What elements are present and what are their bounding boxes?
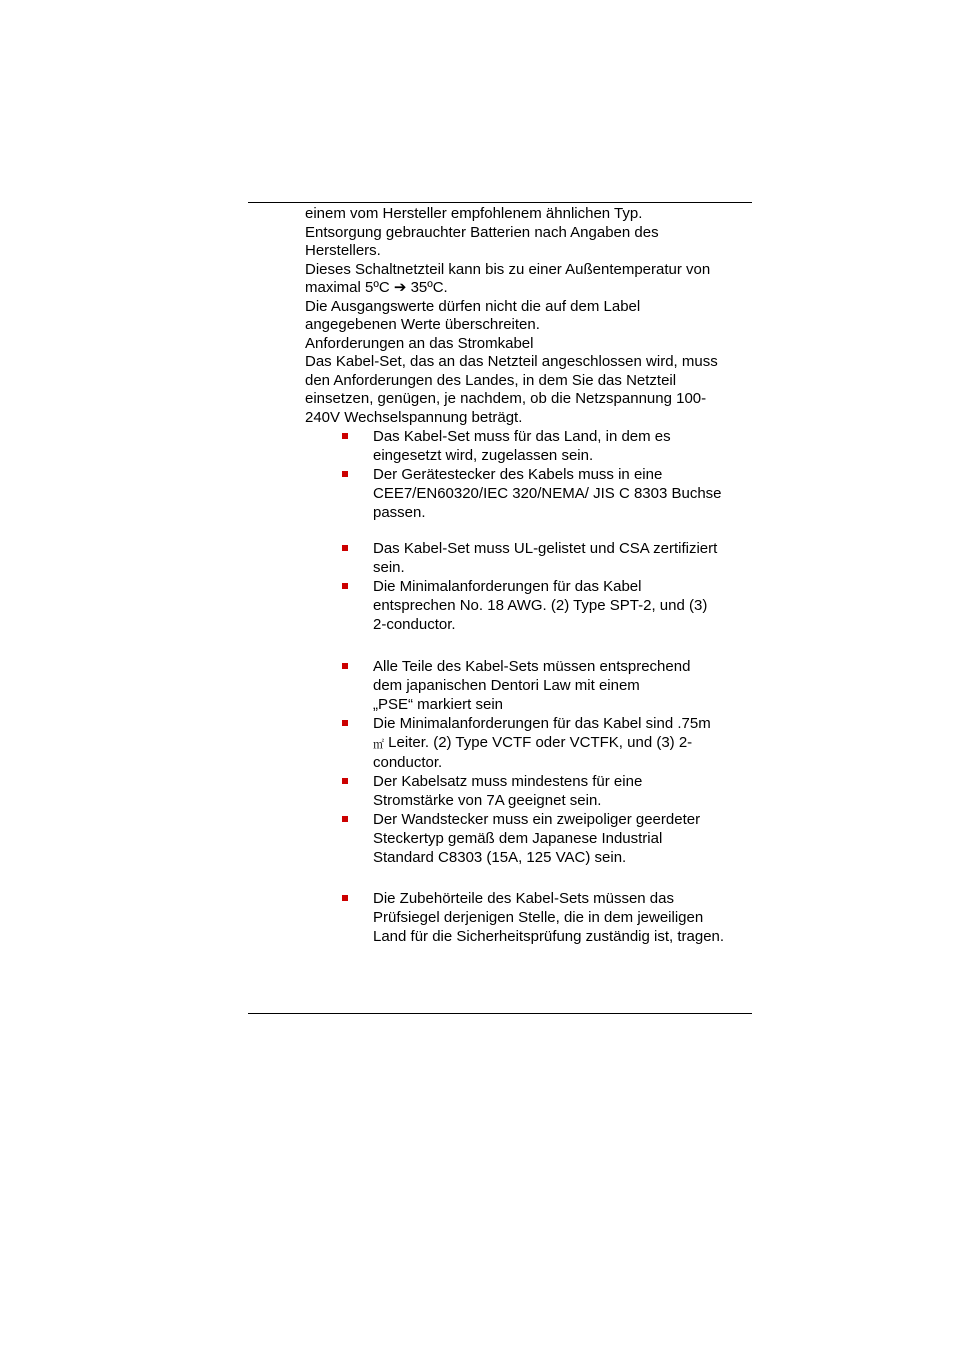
list-item-line	[373, 733, 760, 753]
square-bullet-icon	[342, 471, 348, 477]
list-item-line: Der Kabelsatz muss mindestens für eine	[373, 773, 643, 790]
paragraph-line: angegebenen Werte überschreiten.	[305, 316, 540, 333]
list-item-line: Standard C8303 (15A, 125 VAC) sein.	[373, 849, 627, 866]
paragraph-line: Die Ausgangswerte dürfen nicht die auf dem Label	[305, 297, 641, 315]
square-bullet-icon	[342, 816, 348, 822]
square-bullet-icon	[342, 778, 348, 784]
paragraph-line: Das Kabel-Set, das an das Netzteil angeschlossen wird, muss	[305, 353, 718, 370]
square-bullet-icon	[342, 895, 348, 901]
paragraph-line: Dieses Schaltnetzteil kann bis zu einer Außentemperatur von	[305, 260, 711, 278]
paragraph-line: einsetzen, genügen, je nachdem, ob die Netzspannung 100-	[305, 390, 707, 407]
list-item	[340, 772, 760, 810]
list-item-line: „PSE“ markiert sein	[373, 696, 504, 713]
square-bullet-icon	[342, 433, 348, 439]
list-item-line: sein.	[373, 559, 405, 576]
list-item-line: Prüfsiegel derjenigen Stelle, die in dem jeweiligen	[373, 909, 704, 926]
list-item	[340, 810, 760, 867]
square-meter-symbol: ㎡	[373, 738, 384, 751]
list-item	[340, 427, 760, 465]
square-bullet-icon	[342, 545, 348, 551]
paragraph-line: Entsorgung gebrauchter Batterien nach Angaben des	[305, 223, 659, 241]
paragraph-line: Herstellers.	[305, 242, 381, 259]
list-spacer	[340, 522, 760, 539]
list-item-line: passen.	[373, 504, 426, 521]
paragraph-line: einem vom Hersteller empfohlenem ähnlichen Typ.	[305, 205, 643, 222]
list-item-line: dem japanischen Dentori Law mit einem	[373, 677, 640, 694]
body-paragraphs	[305, 205, 755, 427]
list-item-line: Steckertyp gemäß dem Japanese Industrial	[373, 830, 663, 847]
list-item-line-text: Leiter. (2) Type VCTF oder VCTFK, und (3) 2-	[388, 734, 693, 751]
section-heading: Anforderungen an das Stromkabel	[305, 334, 534, 352]
list-item	[340, 465, 760, 522]
square-bullet-icon	[342, 663, 348, 669]
list-spacer	[340, 634, 760, 657]
list-item-line: Alle Teile des Kabel-Sets müssen entsprechend	[373, 658, 691, 675]
list-item-line: Der Gerätestecker des Kabels muss in eine	[373, 466, 663, 483]
paragraph-line: den Anforderungen des Landes, in dem Sie das Netzteil	[305, 371, 677, 389]
list-item	[340, 539, 760, 577]
top-rule	[248, 202, 752, 203]
list-item	[340, 577, 760, 634]
list-spacer	[340, 867, 760, 889]
list-item-line: Land für die Sicherheitsprüfung zuständig ist, tragen.	[373, 928, 725, 945]
list-item-line: Stromstärke von 7A geeignet sein.	[373, 792, 602, 809]
list-item-line: entsprechen No. 18 AWG. (2) Type SPT-2, und (3)	[373, 597, 708, 614]
list-item	[340, 889, 760, 946]
list-item-line: Die Minimalanforderungen für das Kabel	[373, 578, 642, 595]
list-item-line: Der Wandstecker muss ein zweipoliger geerdeter	[373, 811, 701, 828]
list-item-line: Das Kabel-Set muss UL-gelistet und CSA zertifiziert	[373, 540, 718, 557]
square-bullet-icon	[342, 720, 348, 726]
list-item	[340, 714, 760, 772]
list-item-line: CEE7/EN60320/IEC 320/NEMA/ JIS C 8303 Buchse	[373, 485, 722, 502]
list-item-line: Die Zubehörteile des Kabel-Sets müssen das	[373, 890, 674, 907]
requirements-list	[340, 427, 760, 946]
paragraph-line: maximal 5ºC ➔ 35ºC.	[305, 279, 448, 296]
list-item-line: 2-conductor.	[373, 616, 456, 633]
list-item	[340, 657, 760, 714]
list-item-line: conductor.	[373, 754, 443, 771]
paragraph-line: 240V Wechselspannung beträgt.	[305, 408, 523, 426]
bottom-rule	[248, 1013, 752, 1014]
list-item-line: Die Minimalanforderungen für das Kabel sind .75m	[373, 715, 711, 732]
square-bullet-icon	[342, 583, 348, 589]
list-item-line: Das Kabel-Set muss für das Land, in dem es	[373, 428, 671, 445]
list-item-line: eingesetzt wird, zugelassen sein.	[373, 447, 594, 464]
